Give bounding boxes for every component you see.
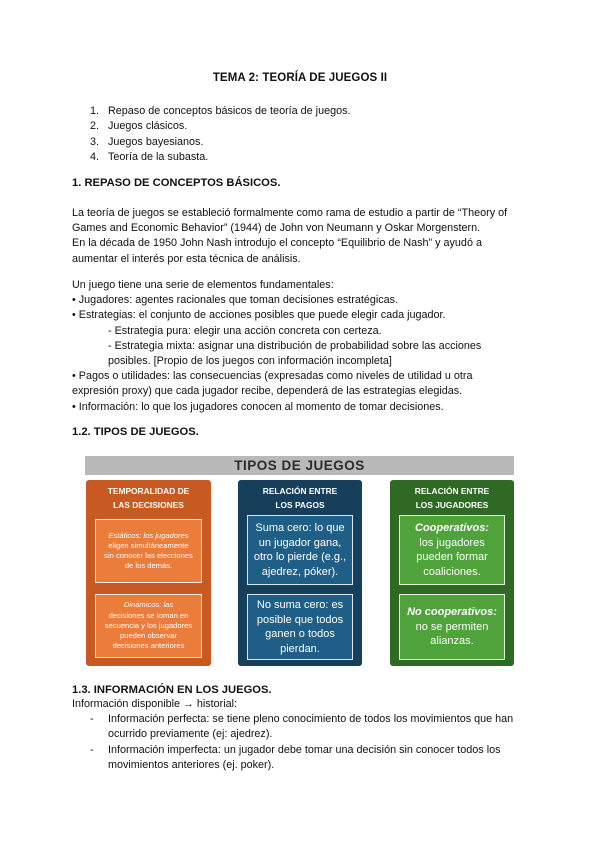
box-line: secuencia y los jugadores [104, 620, 193, 630]
element-item: • Estrategias: el conjunto de acciones posibles que puede elegir cada jugador. [72, 309, 446, 322]
element-item: • Información: lo que los jugadores conocen al momento de tomar decisiones. [72, 400, 444, 413]
box-line: Suma cero: lo que [255, 522, 345, 534]
section1-intro [72, 206, 532, 267]
box-line: no se permiten [415, 620, 489, 633]
column-header-line: RELACIÓN ENTRE [414, 486, 490, 496]
box-dinamicos [95, 594, 202, 658]
box-line: otro lo pierde (e.g., [253, 551, 347, 563]
box-line: pierdan. [280, 642, 320, 655]
element-subitem: posibles. [Propio de los juegos con información incompleta] [108, 355, 392, 368]
toc-item [90, 119, 351, 134]
toc-text: Juegos bayesianos. [108, 135, 204, 148]
box-line: eligen simultáneamente [108, 540, 189, 550]
dash-marker: - [90, 743, 94, 756]
intro-line: La teoría de juegos se estableció formalmente como rama de estudio a partir de “Theory of [72, 207, 508, 219]
element-subitem: - Estrategia mixta: asignar una distribución de probabilidad sobre las acciones [108, 339, 482, 352]
element-item: • Jugadores: agentes racionales que toman decisiones estratégicas. [72, 294, 399, 307]
column-relacion-pagos [238, 480, 362, 666]
information-intro: Información disponible → historial: [72, 698, 238, 710]
toc-text: Teoría de la subasta. [108, 150, 209, 163]
intro-line: aumentar el interés por esta técnica de análisis. [72, 252, 301, 265]
list-line: movimientos anteriores (ej. poker). [108, 758, 275, 771]
elements-list [72, 278, 532, 415]
column-temporalidad [86, 480, 211, 666]
box-line: ajedrez, póker). [261, 565, 339, 578]
toc-item [90, 104, 351, 119]
list-line: Información imperfecta: un jugador debe tomar una decisión sin conocer todos los [108, 743, 501, 756]
toc-item [90, 150, 351, 165]
table-of-contents [90, 104, 351, 165]
box-line: pueden formar [416, 551, 488, 563]
box-line: posible que todos [256, 613, 344, 626]
column-header [86, 484, 211, 512]
box-line: coaliciones. [423, 565, 481, 578]
column-header-line: LOS PAGOS [275, 500, 325, 510]
box-line: No cooperativos: [407, 606, 497, 619]
toc-number: 4. [90, 150, 100, 163]
box-line: Cooperativos: [415, 522, 489, 534]
section1-heading: 1. REPASO DE CONCEPTOS BÁSICOS. [72, 177, 281, 189]
toc-number: 3. [90, 135, 100, 148]
intro-line: Games and Economic Behavior” (1944) de John von Neumann y Oskar Morgenstern. [72, 222, 481, 235]
element-subitem: - Estrategia pura: elegir una acción concreta con certeza. [108, 324, 382, 337]
box-line: decisiones anteriores [112, 641, 185, 651]
column-header-line: RELACIÓN ENTRE [262, 486, 338, 496]
list-line: ocurrido previamente (ej: ajedrez). [108, 728, 273, 741]
toc-number: 2. [90, 120, 100, 133]
box-line: Dinámicos: las [123, 600, 174, 610]
box-line: No suma cero: es [256, 599, 344, 611]
column-header-line: LAS DECISIONES [113, 500, 184, 510]
column-relacion-jugadores [390, 480, 514, 666]
list-line: Información perfecta: se tiene pleno conocimiento de todos los movimientos que han [108, 713, 514, 726]
column-header [390, 484, 514, 512]
list-item [72, 743, 513, 773]
box-line: un jugador gana, [258, 536, 342, 549]
infographic-banner: TIPOS DE JUEGOS [85, 456, 514, 475]
page-title: TEMA 2: TEORÍA DE JUEGOS II [212, 72, 388, 84]
element-item: • Pagos o utilidades: las consecuencias (expresadas como niveles de utilidad u otra [72, 370, 473, 383]
box-no-suma-cero [247, 594, 353, 660]
section13-heading: 1.3. INFORMACIÓN EN LOS JUEGOS. [72, 684, 272, 696]
box-line: sin conocer las elecciones [104, 551, 193, 560]
element-item: expresión proxy) que cada jugador recibe, dependerá de las estrategias elegidas. [72, 385, 463, 398]
elements-intro: Un juego tiene una serie de elementos fundamentales: [72, 279, 334, 291]
information-list [72, 697, 513, 773]
box-suma-cero [247, 515, 353, 585]
toc-text: Juegos clásicos. [108, 120, 188, 133]
box-line: ganen o todos [265, 628, 335, 640]
intro-line: En la década de 1950 John Nash introdujo el concepto “Equilibrio de Nash” y ayudó a [72, 237, 482, 250]
section12-heading: 1.2. TIPOS DE JUEGOS. [72, 426, 199, 438]
column-header-line: TEMPORALIDAD DE [107, 486, 190, 496]
box-line: los jugadores [419, 536, 485, 549]
box-no-cooperativos [399, 594, 505, 660]
column-header [238, 484, 362, 512]
box-line: de los demás. [124, 561, 173, 571]
box-line: pueden observar [120, 631, 177, 641]
box-line: decisiones se toman en [108, 610, 189, 620]
toc-item [90, 135, 351, 150]
list-item [72, 712, 513, 742]
column-header-line: LOS JUGADORES [415, 500, 489, 510]
dash-marker: - [90, 713, 94, 726]
toc-number: 1. [90, 105, 100, 117]
toc-text: Repaso de conceptos básicos de teoría de juegos. [108, 105, 351, 117]
box-line: alianzas. [430, 635, 474, 648]
box-estaticos [95, 519, 202, 583]
box-cooperativos [399, 515, 505, 585]
box-line: Estáticos: los jugadores [108, 530, 189, 540]
